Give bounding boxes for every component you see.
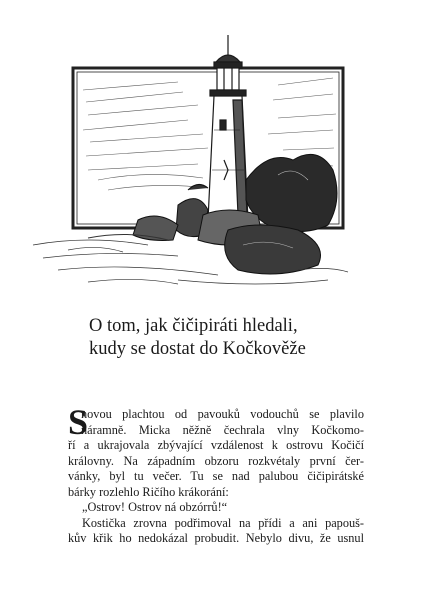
body-text — [68, 402, 364, 547]
quote-line: „Ostrov! Ostrov ná obzórrů!“ — [82, 500, 228, 514]
paragraph-line: novou plachtou od pavouků vodouchů se plavilo — [81, 407, 364, 421]
paragraph-line: bárky rozlehlo Ričího krákorání: — [68, 484, 229, 499]
lighthouse — [208, 35, 248, 220]
paragraph-line: kův křik ho nedokázal probudit. Nebylo divu, že usnul — [68, 531, 364, 545]
lighthouse-illustration — [28, 30, 358, 295]
chapter-title — [89, 315, 399, 361]
paragraph-line: náramně. Micka něžně čechrala vlny Kočkomo- — [81, 422, 364, 437]
paragraph-line: ří a ukrajovala zbývající vzdálenost k ostrovu Kočičí — [68, 438, 364, 452]
chapter-title-line-2: kudy se dostat do Kočkověže — [89, 339, 306, 359]
paragraph-line: Kostička zrovna podřimoval na přídi a ani papouš- — [82, 515, 364, 530]
paragraph-line: královny. Na západním obzoru rozkvétaly první čer- — [68, 453, 364, 468]
paragraph-line: vánky, byl tu večer. Tu se nad palubou čičipirátské — [68, 469, 364, 483]
drop-cap: S — [68, 402, 89, 442]
chapter-title-line-1: O tom, jak čičipiráti hledali, — [89, 316, 298, 336]
